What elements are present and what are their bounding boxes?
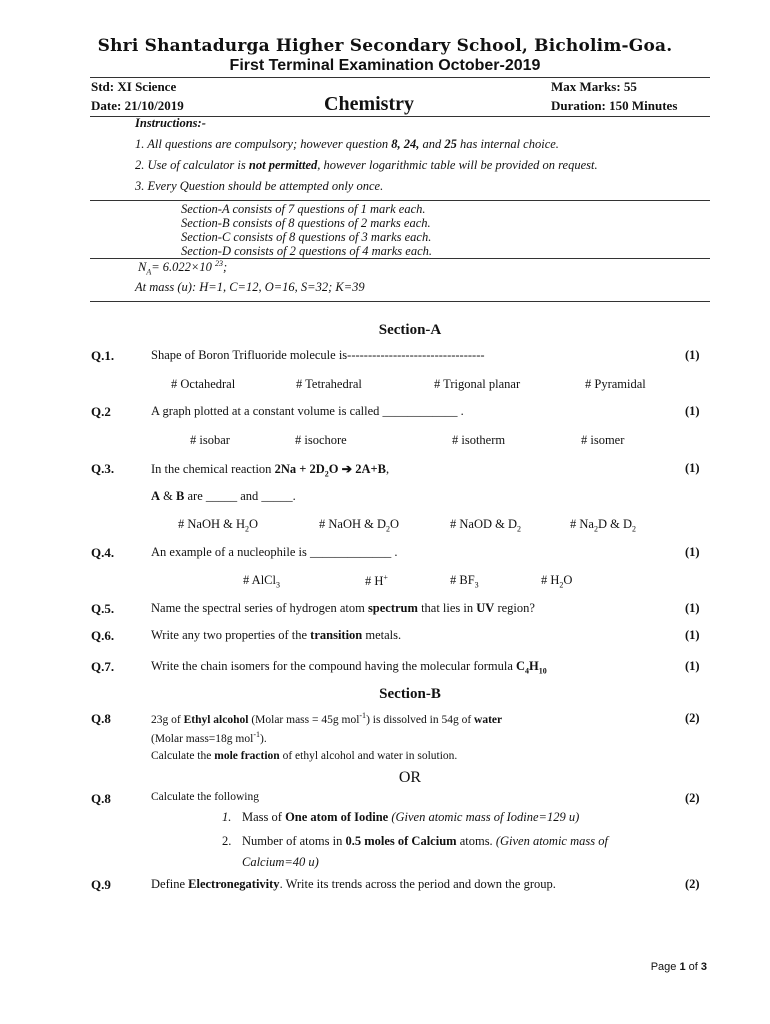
- q1-number: Q.1.: [91, 348, 115, 363]
- instruction-3: 3. Every Question should be attempted only once.: [135, 179, 384, 193]
- q7-marks: (1): [685, 659, 700, 673]
- q2-option-a: # isobar: [190, 433, 230, 447]
- section-b-heading: Section-B: [379, 686, 441, 702]
- q4-number: Q.4.: [91, 545, 115, 560]
- q3-option-a: # NaOH & $H_2O$: [178, 517, 259, 534]
- q4-option-c: # $BF_3$: [450, 573, 479, 590]
- q8a-text: 23g of Ethyl alcohol (Molar mass = 45g mol$^{-1}$) is dissolved in 54g of water: [151, 711, 503, 726]
- q6-text: Write any two properties of the transition metals.: [151, 628, 402, 642]
- q1-option-a: # Octahedral: [171, 377, 236, 391]
- divider: [90, 200, 710, 201]
- q3-line2: A & B are _____ and _____.: [151, 489, 296, 503]
- subject-title: Chemistry: [324, 93, 414, 115]
- q2-option-d: # isomer: [581, 433, 625, 447]
- q8b-item1-number: 1.: [222, 810, 232, 824]
- q1-option-c: # Trigonal planar: [434, 377, 521, 391]
- q2-option-b: # isochore: [295, 433, 347, 447]
- duration: Duration: 150 Minutes: [551, 98, 678, 113]
- q3-number: Q.3.: [91, 461, 115, 476]
- q2-number: Q.2: [91, 404, 111, 419]
- q7-text: Write the chain isomers for the compound having the molecular formula $C_4H_{10}$: [151, 659, 547, 676]
- q1-option-b: # Tetrahedral: [296, 377, 362, 391]
- q8a-line3: Calculate the mole fraction of ethyl alcohol and water in solution.: [151, 750, 458, 762]
- q8a-marks: (2): [685, 711, 700, 725]
- or-separator: OR: [398, 769, 422, 786]
- q3-option-d: # $Na_2D$ & $D_2$: [570, 517, 636, 534]
- q7-number: Q.7.: [91, 659, 115, 674]
- q4-text: An example of a nucleophile is _____________ .: [151, 545, 398, 559]
- page-number: Page 1 of 3: [650, 961, 707, 973]
- max-marks: Max Marks: 55: [551, 79, 637, 94]
- q2-text: A graph plotted at a constant volume is called ____________ .: [151, 404, 464, 418]
- q4-option-b: # H+: [365, 573, 388, 589]
- q4-option-a: # AlCl$_3$: [243, 573, 280, 590]
- q5-marks: (1): [685, 601, 700, 615]
- q8b-item2-line2: Calcium=40 u): [242, 855, 319, 869]
- section-info-c: Section-C consists of 8 questions of 3 marks each.: [181, 230, 432, 244]
- q8b-marks: (2): [685, 791, 700, 805]
- q8a-number: Q.8: [91, 711, 111, 726]
- q1-option-d: # Pyramidal: [585, 377, 646, 391]
- q9-marks: (2): [685, 877, 700, 891]
- section-a-heading: Section-A: [378, 322, 442, 338]
- q3-text: In the chemical reaction $2Na + 2D_2O$ ➔ 2A+B,: [151, 462, 390, 479]
- q9-number: Q.9: [91, 877, 111, 892]
- atomic-masses: At mass (u): H=1, C=12, O=16, S=32; K=39: [135, 280, 365, 294]
- date-label: Date: 21/10/2019: [91, 98, 184, 113]
- q6-number: Q.6.: [91, 628, 115, 643]
- q3-option-b: # NaOH & $D_2O$: [319, 517, 400, 534]
- q8b-number: Q.8: [91, 791, 111, 806]
- q2-marks: (1): [685, 404, 700, 418]
- q9-text: Define Electronegativity. Write its trends across the period and down the group.: [151, 877, 556, 891]
- q4-option-d: # $H_2O$: [541, 573, 573, 590]
- section-info-b: Section-B consists of 8 questions of 2 marks each.: [181, 216, 431, 230]
- divider: [90, 301, 710, 302]
- section-info-d: Section-D consists of 2 questions of 4 marks each.: [181, 244, 433, 258]
- school-name: Shri Shantadurga Higher Secondary School, Bicholim-Goa.: [97, 36, 673, 56]
- q5-number: Q.5.: [91, 601, 115, 616]
- q1-text: Shape of Boron Trifluoride molecule is---------------------------------: [151, 348, 485, 362]
- instructions-heading: Instructions:-: [135, 116, 206, 130]
- q8b-text: Calculate the following: [151, 791, 259, 803]
- q8b-item1-text: Mass of One atom of Iodine (Given atomic mass of Iodine=129 u): [242, 810, 580, 824]
- divider: [90, 77, 710, 78]
- instruction-1: 1. All questions are compulsory; however question 8, 24, and 25 has internal choice.: [135, 137, 559, 151]
- instruction-2: 2. Use of calculator is not permitted, however logarithmic table will be provided on request.: [135, 158, 598, 172]
- std-label: Std: XI Science: [91, 79, 177, 94]
- q8b-item2-text: Number of atoms in 0.5 moles of Calcium atoms. (Given atomic mass of: [242, 834, 608, 848]
- q1-marks: (1): [685, 348, 700, 362]
- exam-title: First Terminal Examination October-2019: [229, 57, 541, 74]
- q2-option-c: # isotherm: [452, 433, 506, 447]
- q8a-line2: (Molar mass=18g mol$^{-1}$).: [151, 730, 267, 745]
- avogadro-number: $N_A= 6.022\times 10$ $^{23}$;: [138, 259, 228, 277]
- q6-marks: (1): [685, 628, 700, 642]
- q8b-item2-number: 2.: [222, 834, 232, 848]
- q3-option-c: # NaOD & $D_2$: [450, 517, 522, 534]
- q4-marks: (1): [685, 545, 700, 559]
- section-info-a: Section-A consists of 7 questions of 1 mark each.: [181, 202, 426, 216]
- q5-text: Name the spectral series of hydrogen atom spectrum that lies in UV region?: [151, 601, 535, 615]
- q3-marks: (1): [685, 461, 700, 475]
